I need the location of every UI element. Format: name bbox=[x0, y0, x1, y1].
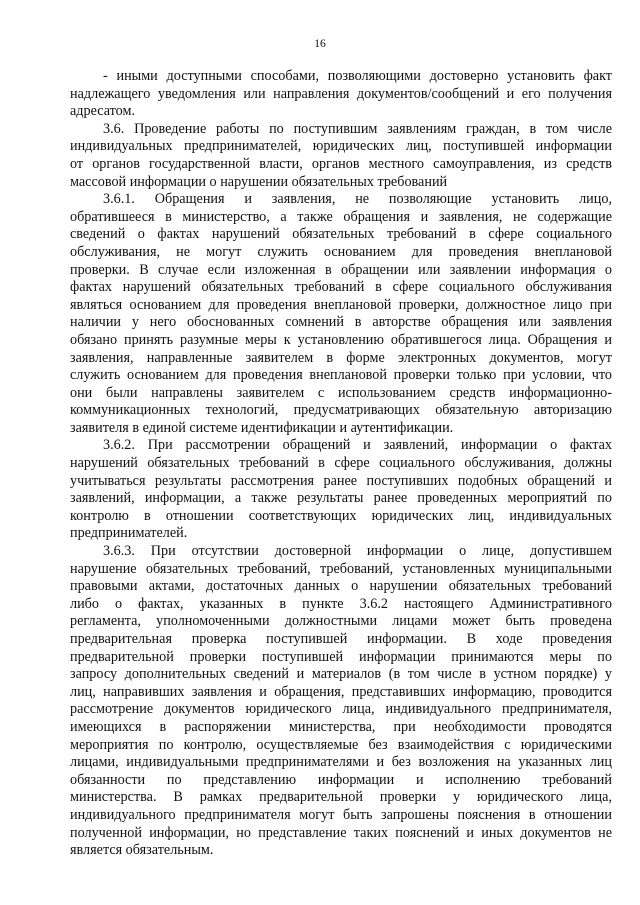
text-line: предварительная проверка поступившей информации. В ходе проведения bbox=[70, 631, 612, 647]
text-line: лиц, направивших заявления и обращения, представивших информацию, проводится bbox=[70, 683, 612, 700]
text-line: нарушений обязательных требований в сфере социального обслуживания, должны bbox=[70, 455, 612, 472]
text-line: нарушение обязательных требований, требований, установленных муниципальными bbox=[70, 560, 612, 577]
text-line: являться основанием для проведения внеплановой проверки, должностное лицо при bbox=[70, 296, 612, 313]
text-line: лицами, индивидуальными предпринимателями и без возложения на указанных лиц bbox=[70, 754, 612, 771]
text-line: регламента, уполномоченными должностными лицами может быть проведена bbox=[70, 613, 612, 630]
text-line: фактах нарушений обязательных требований в сфере социального обслуживания bbox=[70, 279, 612, 296]
paragraph-delivery-methods bbox=[70, 68, 612, 121]
text-line: наличии у него обоснованных сомнений в авторстве обращения или заявления bbox=[70, 314, 612, 331]
text-line: проверки. В случае если изложенная в обращении или заявлении информация о bbox=[70, 261, 612, 278]
text-line: рассмотрение документов юридического лица, индивидуального предпринимателя, bbox=[70, 701, 612, 718]
text-line: служить основанием для проведения внеплановой проверки только при условии, что bbox=[70, 367, 612, 384]
document-body bbox=[70, 68, 612, 860]
text-line: учитываться результаты рассмотрения ранее поступивших подобных обращений и bbox=[70, 472, 612, 489]
section-3-6-1 bbox=[70, 191, 612, 437]
text-line: надлежащего уведомления или направления документов/сообщений и его получения bbox=[70, 85, 612, 102]
text-line: предпринимателей. bbox=[70, 525, 188, 542]
text-line: заявителя в единой системе идентификации и аутентификации. bbox=[70, 419, 454, 436]
text-line: министерства. В рамках предварительной проверки у юридического лица, bbox=[70, 789, 612, 806]
text-line: правовыми актами, достаточных данных о нарушении обязательных требований bbox=[70, 578, 612, 595]
text-line: предварительной проверки поступившей информации принимаются меры по bbox=[70, 648, 612, 665]
text-line: запросу дополнительных сведений и материалов (в том числе в устном порядке) у bbox=[70, 666, 612, 683]
section-3-6-3 bbox=[70, 543, 612, 860]
text-line: мероприятия по контролю, осуществляемые без взаимодействия с юридическими bbox=[70, 736, 612, 753]
text-line: массовой информации о нарушении обязательных требований bbox=[70, 173, 448, 190]
text-line: либо о фактах, указанных в пункте 3.6.2 настоящего Административного bbox=[70, 595, 612, 612]
text-line: от органов государственной власти, органов местного самоуправления, из средств bbox=[70, 155, 612, 172]
section-3-6-heading bbox=[70, 121, 612, 191]
text-line: имеющихся в распоряжении министерства, при необходимости проводятся bbox=[70, 718, 612, 735]
text-line: индивидуального предпринимателя могут быть запрошены пояснения в отношении bbox=[70, 806, 612, 823]
section-3-6-2 bbox=[70, 437, 612, 543]
text-line: коммуникационных технологий, предусматривающих обязательную авторизацию bbox=[70, 402, 612, 419]
text-line: обратившееся в министерство, а также обращения и заявления, не содержащие bbox=[70, 208, 612, 225]
text-line: адресатом. bbox=[70, 103, 136, 120]
text-line: заявления, направленные заявителем в форме электронных документов, могут bbox=[70, 349, 612, 366]
text-line: они были направлены заявителем с использованием средств информационно- bbox=[70, 384, 612, 401]
text-line: 3.6.3. При отсутствии достоверной информации о лице, допустившем bbox=[103, 543, 612, 560]
text-line: - иными доступными способами, позволяющими достоверно установить факт bbox=[103, 68, 612, 84]
text-line: полученной информации, но представление таких пояснений и иных документов не bbox=[70, 824, 612, 841]
text-line: 3.6.2. При рассмотрении обращений и заявлений, информации о фактах bbox=[103, 437, 612, 454]
text-line: обязано принять разумные меры к установлению обратившегося лица. Обращения и bbox=[70, 331, 612, 348]
text-line: обслуживания, не могут служить основанием для проведения внеплановой bbox=[70, 243, 612, 260]
text-line: 3.6. Проведение работы по поступившим заявлениям граждан, в том числе bbox=[103, 120, 612, 137]
text-line: является обязательным. bbox=[70, 842, 214, 859]
text-line: контролю в отношении соответствующих юридических лиц, индивидуальных bbox=[70, 507, 612, 524]
page-number: 16 bbox=[314, 38, 326, 50]
text-line: заявлений, информации, а также результаты ранее проведенных мероприятий по bbox=[70, 490, 612, 507]
text-line: 3.6.1. Обращения и заявления, не позволяющие установить лицо, bbox=[103, 191, 612, 208]
text-line: индивидуальных предпринимателей, юридических лиц, поступившей информации bbox=[70, 138, 612, 155]
text-line: обязанности по представлению информации и исполнению требований bbox=[70, 771, 612, 788]
text-line: сведений о фактах нарушений обязательных требований в сфере социального bbox=[70, 226, 612, 243]
